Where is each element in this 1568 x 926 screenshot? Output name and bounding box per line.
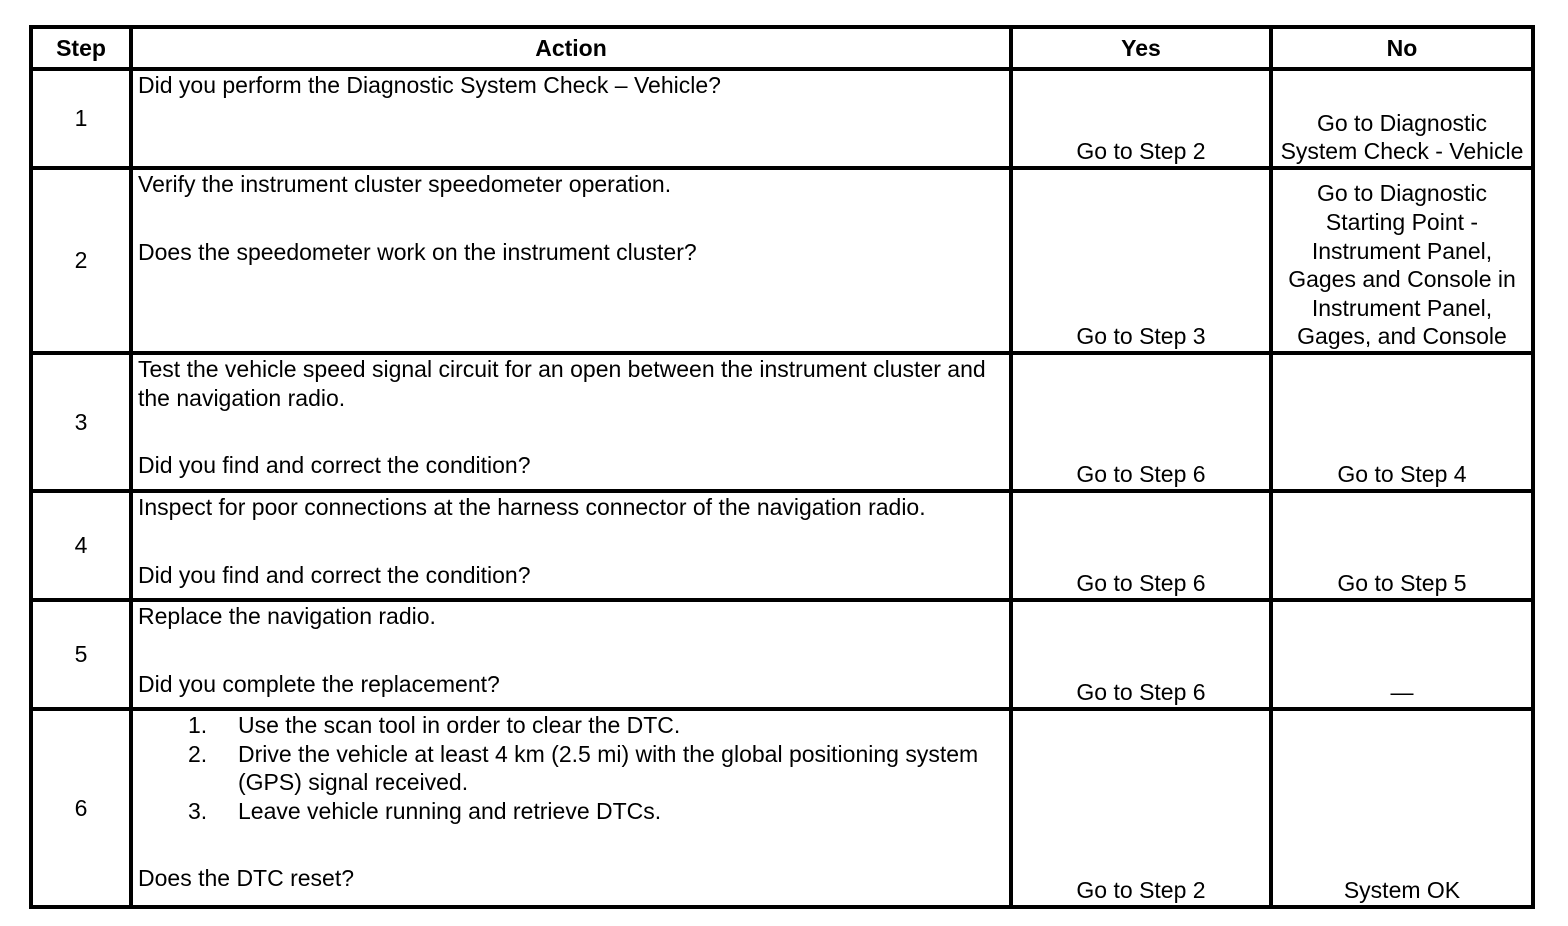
action-cell (131, 709, 1011, 907)
header-row (31, 27, 1533, 69)
table-row (31, 491, 1533, 600)
table-row (31, 69, 1533, 168)
action-text: Test the vehicle speed signal circuit for an open between the instrument cluster and the navigation radio. (138, 356, 986, 411)
list-item (188, 797, 1004, 826)
action-cell (131, 69, 1011, 168)
no-cell: Go to Diagnostic System Check - Vehicle (1271, 69, 1533, 168)
action-question: Does the speedometer work on the instrument cluster? (138, 238, 697, 265)
no-cell: Go to Step 4 (1271, 353, 1533, 491)
action-question: Does the DTC reset? (138, 865, 355, 892)
action-text: Verify the instrument cluster speedometer operation. (138, 171, 672, 197)
table-row (31, 353, 1533, 491)
action-cell (131, 168, 1011, 353)
list-text: Use the scan tool in order to clear the DTC. (238, 712, 681, 738)
table-row (31, 168, 1533, 353)
step-number: 2 (31, 168, 131, 353)
no-cell: Go to Diagnostic Starting Point - Instrument Panel, Gages and Console in Instrument Panel, Gages, and Console (1271, 168, 1533, 353)
action-text: Replace the navigation radio. (138, 603, 436, 629)
action-cell (131, 491, 1011, 600)
list-number: 1. (188, 712, 208, 738)
table-row (31, 600, 1533, 709)
action-question: Did you find and correct the condition? (138, 561, 531, 588)
yes-cell: Go to Step 6 (1011, 491, 1271, 600)
yes-cell: Go to Step 2 (1011, 709, 1271, 907)
no-cell: System OK (1271, 709, 1533, 907)
header-action: Action (131, 27, 1011, 69)
action-text: Inspect for poor connections at the harness connector of the navigation radio. (138, 494, 926, 520)
step-number: 5 (31, 600, 131, 709)
action-question: Did you find and correct the condition? (138, 452, 531, 479)
step-number: 6 (31, 709, 131, 907)
yes-cell: Go to Step 6 (1011, 353, 1271, 491)
list-text: Leave vehicle running and retrieve DTCs. (238, 797, 662, 824)
action-cell (131, 600, 1011, 709)
list-item (188, 711, 1004, 740)
diagnostic-table (29, 25, 1535, 909)
yes-cell: Go to Step 2 (1011, 69, 1271, 168)
step-number: 1 (31, 69, 131, 168)
step-number: 3 (31, 353, 131, 491)
procedure-list (138, 711, 1004, 825)
list-item (188, 740, 1004, 797)
header-no: No (1271, 27, 1533, 69)
table-row (31, 709, 1533, 907)
header-yes: Yes (1011, 27, 1271, 69)
list-number: 2. (188, 740, 208, 767)
no-cell: — (1271, 600, 1533, 709)
list-text: Drive the vehicle at least 4 km (2.5 mi) with the global positioning system (GPS) signal received. (238, 740, 979, 796)
yes-cell: Go to Step 3 (1011, 168, 1271, 353)
action-question: Did you complete the replacement? (138, 670, 500, 697)
header-step: Step (31, 27, 131, 69)
step-number: 4 (31, 491, 131, 600)
list-number: 3. (188, 797, 208, 824)
action-text: Did you perform the Diagnostic System Check – Vehicle? (138, 72, 721, 98)
no-cell: Go to Step 5 (1271, 491, 1533, 600)
yes-cell: Go to Step 6 (1011, 600, 1271, 709)
action-cell (131, 353, 1011, 491)
